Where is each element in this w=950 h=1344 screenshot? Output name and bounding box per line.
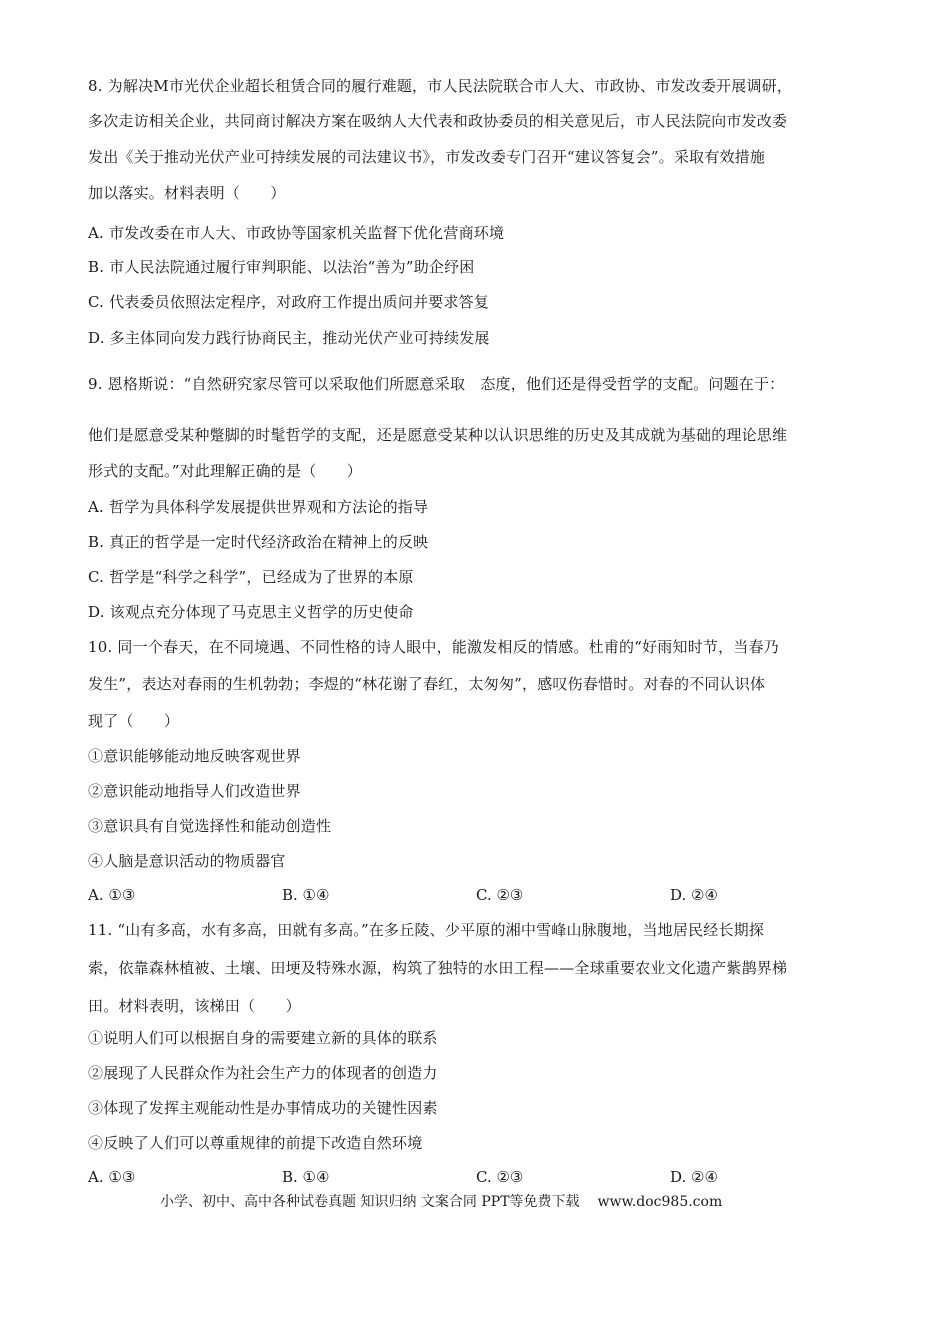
q10-statement-4: ④人脑是意识活动的物质器官 xyxy=(88,852,286,870)
q10-choices xyxy=(88,885,878,905)
q8-option-b: B. 市人民法院通过履行审判职能、以法治“善为”助企纾困 xyxy=(88,258,475,276)
q9-option-d: D. 该观点充分体现了马克思主义哲学的历史使命 xyxy=(88,603,414,621)
q11-stem-line-3: 田。材料表明，该梯田（ ） xyxy=(88,997,301,1015)
page-footer xyxy=(160,1192,722,1212)
q9-option-b: B. 真正的哲学是一定时代经济政治在精神上的反映 xyxy=(88,533,429,551)
q8-option-c: C. 代表委员依照法定程序，对政府工作提出质问并要求答复 xyxy=(88,293,490,311)
q9-stem-line-2: 他们是愿意受某种蹩脚的时髦哲学的支配，还是愿意受某种以认识思维的历史及其成就为基础的理论思维 xyxy=(88,426,788,444)
q11-statement-2: ②展现了人民群众作为社会生产力的体现者的创造力 xyxy=(88,1064,438,1082)
q10-statement-2: ②意识能动地指导人们改造世界 xyxy=(88,782,301,800)
q9-stem-line-3: 形式的支配。”对此理解正确的是（ ） xyxy=(88,462,362,480)
footer-text: 小学、初中、高中各种试卷真题 知识归纳 文案合同 PPT等免费下载 xyxy=(160,1194,580,1210)
q11-statement-1: ①说明人们可以根据自身的需要建立新的具体的联系 xyxy=(88,1029,438,1047)
q10-choice-c: C. ②③ xyxy=(476,886,524,904)
q11-choice-d: D. ②④ xyxy=(670,1168,718,1186)
q11-choices xyxy=(88,1167,878,1187)
q10-choice-d: D. ②④ xyxy=(670,886,718,904)
q9-stem-line-1: 9. 恩格斯说：“自然研究家尽管可以采取他们所愿意采取 态度，他们还是得受哲学的支配。问题在于： xyxy=(88,375,785,393)
q8-stem-line-3: 发出《关于推动光伏产业可持续发展的司法建议书》，市发改委专门召开“建议答复会”。采取有效措施 xyxy=(88,148,766,166)
q11-statement-4: ④反映了人们可以尊重规律的前提下改造自然环境 xyxy=(88,1134,423,1152)
q10-stem-line-2: 发生”，表达对春雨的生机勃勃；李煜的“林花谢了春红，太匆匆”，感叹伤春惜时。对春的不同认识体 xyxy=(88,675,766,693)
q10-choice-a: A. ①③ xyxy=(88,886,136,904)
q10-statement-1: ①意识能够能动地反映客观世界 xyxy=(88,747,301,765)
q8-stem-line-4: 加以落实。材料表明（ ） xyxy=(88,184,286,202)
q10-statement-3: ③意识具有自觉选择性和能动创造性 xyxy=(88,817,332,835)
q8-stem-line-2: 多次走访相关企业，共同商讨解决方案在吸纳人大代表和政协委员的相关意见后，市人民法院向市发改委 xyxy=(88,112,788,130)
footer-url: www.doc985.com xyxy=(597,1194,723,1210)
q8-stem-line-1: 8. 为解决M市光伏企业超长租赁合同的履行难题，市人民法院联合市人大、市政协、市发改委开展调研， xyxy=(88,77,793,95)
q8-option-d: D. 多主体同向发力践行协商民主，推动光伏产业可持续发展 xyxy=(88,329,490,347)
q10-stem-line-1: 10. 同一个春天，在不同境遇、不同性格的诗人眼中，能激发相反的情感。杜甫的“好雨知时节，当春乃 xyxy=(88,638,779,656)
q11-choice-c: C. ②③ xyxy=(476,1168,524,1186)
q11-statement-3: ③体现了发挥主观能动性是办事情成功的关键性因素 xyxy=(88,1099,438,1117)
q10-choice-b: B. ①④ xyxy=(282,886,330,904)
q11-choice-a: A. ①③ xyxy=(88,1168,136,1186)
q11-choice-b: B. ①④ xyxy=(282,1168,330,1186)
q8-option-a: A. 市发改委在市人大、市政协等国家机关监督下优化营商环境 xyxy=(88,224,505,242)
q11-stem-line-1: 11. “山有多高，水有多高，田就有多高。”在多丘陵、少平原的湘中雪峰山脉腹地，当地居民经长期探 xyxy=(88,921,765,939)
q10-stem-line-3: 现了（ ） xyxy=(88,712,180,730)
q9-option-a: A. 哲学为具体科学发展提供世界观和方法论的指导 xyxy=(88,498,429,516)
q9-option-c: C. 哲学是“科学之科学”，已经成为了世界的本原 xyxy=(88,568,414,586)
q11-stem-line-2: 索，依靠森林植被、土壤、田埂及特殊水源，构筑了独特的水田工程——全球重要农业文化遗产紫鹊界梯 xyxy=(88,959,788,977)
